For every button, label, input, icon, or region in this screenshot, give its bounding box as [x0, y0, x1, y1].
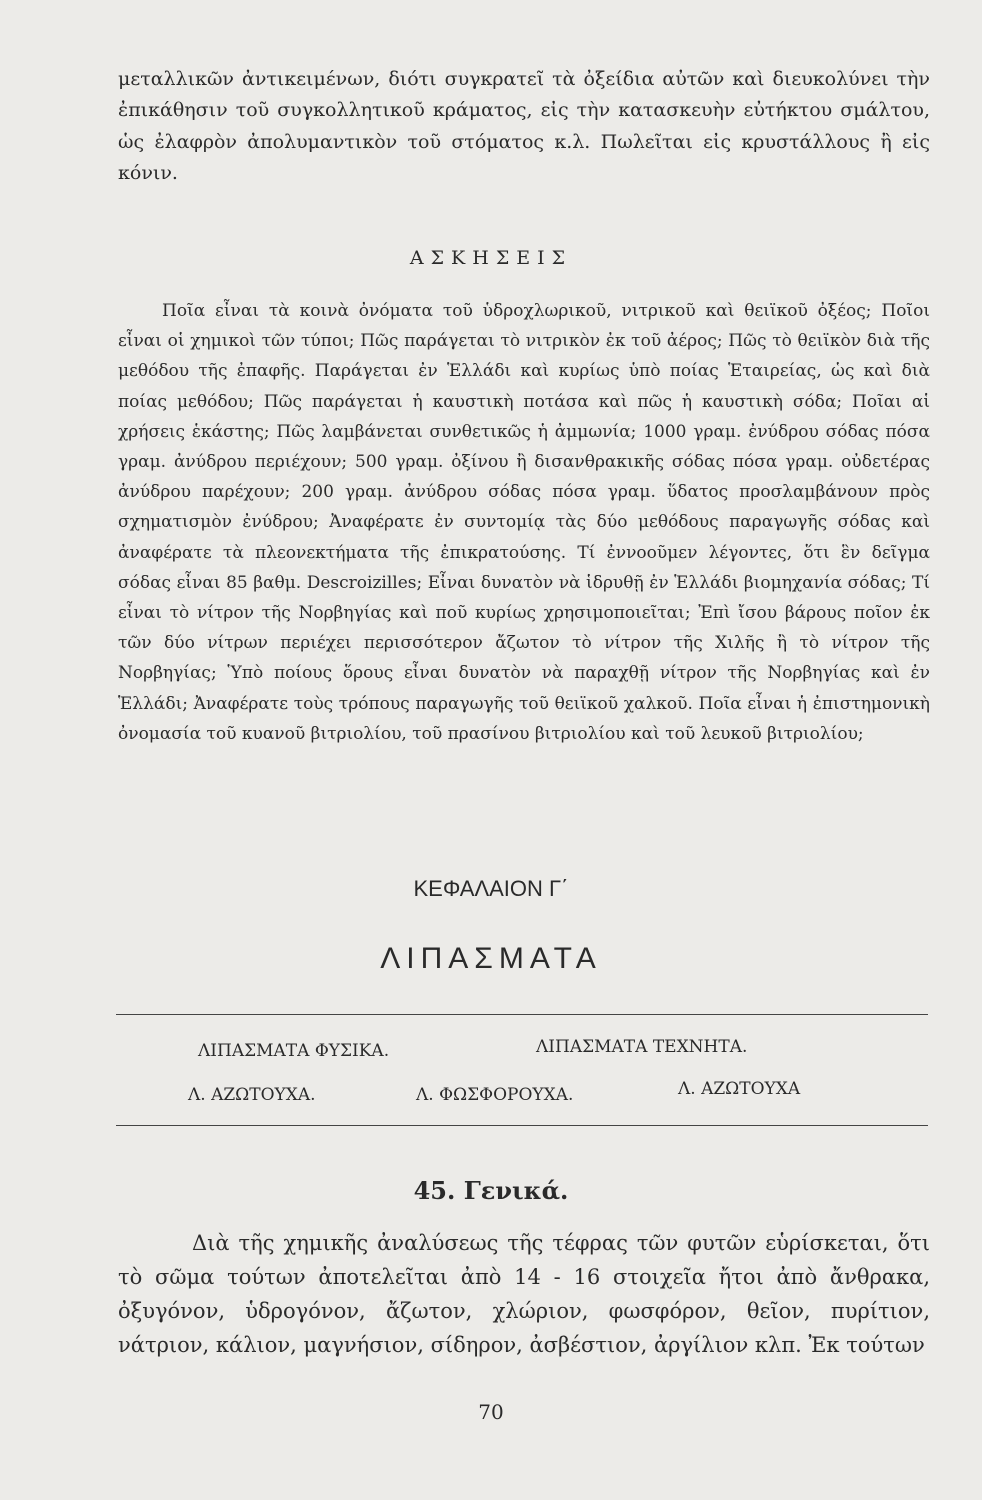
artificial-nitrogenous-label: Λ. ΑΖΩΤΟΥΧΑ: [678, 1079, 801, 1099]
section-text: Διὰ τῆς χημικῆς ἀναλύσεως τῆς τέφρας τῶν φυτῶν εὑρίσκεται, ὅτι τὸ σῶμα τούτων ἀποτελεῖται ἀπὸ 14 - 16 στοιχεῖα ἤτοι ἀπὸ ἄνθρακα, ὀξυγόνον, ὑδρογόνον, ἄζωτον, χλώριον, φωσφόρον, θεῖον, πυρίτιον, νάτριον, κάλιον, μαγνήσιον, σίδηρον, ἀσβέστιον, ἀργίλιον κλπ. Ἐκ τούτων: [118, 1231, 930, 1357]
page-number: 70: [478, 1400, 504, 1424]
exercises-text: Ποῖα εἶναι τὰ κοινὰ ὀνόματα τοῦ ὑδροχλωρικοῦ, νιτρικοῦ καὶ θειϊκοῦ ὀξέος; Ποῖοι εἶναι οἱ χημικοὶ τῶν τύποι; Πῶς παράγεται τὸ νιτρικὸν ἐκ τοῦ ἀέρος; Πῶς τὸ θειϊκὸν διὰ τῆς μεθόδου τῆς ἐπαφῆς. Παράγεται ἐν Ἑλλάδι καὶ κυρίως ὑπὸ ποίας Ἑταιρείας, ὡς καὶ διὰ ποίας μεθόδου; Πῶς παράγεται ἡ καυστικὴ ποτάσα καὶ πῶς ἡ καυστικὴ σόδα; Ποῖαι αἱ χρήσεις ἑκάστης; Πῶς λαμβάνεται συνθετικῶς ἡ ἀμμωνία; 1000 γραμ. ἐνύδρου σόδας πόσα γραμ. ἀνύδρου περιέχουν; 500 γραμ. ὀξίνου ἢ δισανθρακικῆς σόδας πόσα γραμ. οὐδετέρας ἀνύδρου παρέχουν; 200 γραμ. ἀνύδρου σόδας πόσα γραμ. ὕδατος προσλαμβάνουν πρὸς σχηματισμὸν ἐνύδρου; Ἀναφέρατε ἐν συντομίᾳ τὰς δύο μεθόδους παραγωγῆς σόδας καὶ ἀναφέρατε τὰ πλεονεκτήματα τῆς ἐπικρατούσης. Τί ἐννοοῦμεν λέγοντες, ὅτι ἓν δεῖγμα σόδας εἶναι 85 βαθμ. Descroizilles; Εἶναι δυνατὸν νὰ ἱδρυθῇ ἐν Ἑλλάδι βιομηχανία σόδας; Τί εἶναι τὸ νίτρον τῆς Νορβηγίας καὶ ποῦ κυρίως χρησιμοποιεῖται; Ἐπὶ ἴσου βάρους ποῖον ἐκ τῶν δύο νίτρων περιέχει περισσότερον ἄζωτον τὸ νίτρον τῆς Χιλῆς ἢ τὸ νίτρον τῆς Νορβηγίας; Ὑπὸ ποίους ὅρους εἶναι δυνατὸν νὰ παραχθῇ νίτρον τῆς Νορβηγίας καὶ ἐν Ἑλλάδι; Ἀναφέρατε τοὺς τρόπους παραγωγῆς τοῦ θειϊκοῦ χαλκοῦ. Ποῖα εἶναι ἡ ἐπιστημονικὴ ὀνομασία τοῦ κυανοῦ βιτριολίου, τοῦ πρασίνου βιτριολίου καὶ τοῦ λευκοῦ βιτριολίου;: [118, 301, 930, 744]
chapter-label: ΚΕΦΑΛΑΙΟΝ Γ΄: [413, 876, 569, 901]
phosphoric-label: Λ. ΦΩΣΦΟΡΟΥΧΑ.: [416, 1085, 574, 1105]
natural-fertilizers-label: ΛΙΠΑΣΜΑΤΑ ΦΥΣΙΚΑ.: [198, 1041, 390, 1061]
section-heading: 45. Γενικά.: [413, 1176, 569, 1205]
artificial-fertilizers-label: ΛΙΠΑΣΜΑΤΑ ΤΕΧΝΗΤΑ.: [536, 1037, 748, 1057]
chapter-title: ΛΙΠΑΣΜΑΤΑ: [380, 942, 602, 975]
natural-nitrogenous-label: Λ. ΑΖΩΤΟΥΧΑ.: [188, 1085, 316, 1105]
exercises-title: ΑΣΚΗΣΕΙΣ: [409, 247, 573, 269]
intro-paragraph: μεταλλικῶν ἀντικειμένων, διότι συγκρατεῖ τὰ ὀξείδια αὐτῶν καὶ διευκολύνει τὴν ἐπικάθησιν τοῦ συγκολλητικοῦ κράματος, εἰς τὴν κατασκευὴν εὐτήκτου σμάλτου, ὡς ἐλαφρὸν ἀπολυμαντικὸν τοῦ στόματος κ.λ. Πωλεῖται εἰς κρυστάλλους ἢ εἰς κόνιν.: [118, 68, 930, 185]
fertilizer-classification-table: [116, 1014, 928, 1126]
